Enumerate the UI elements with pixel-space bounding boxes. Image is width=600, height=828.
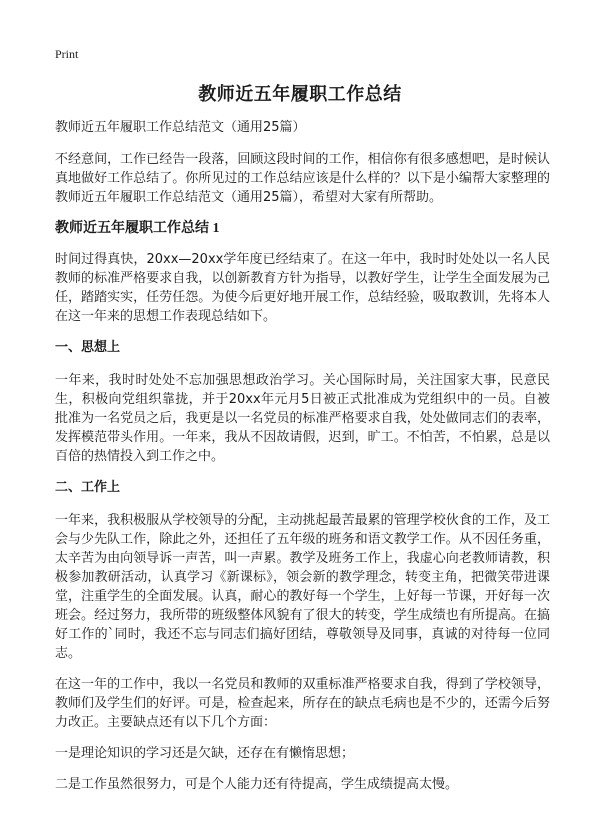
section-heading-ideology: 一、思想上	[55, 340, 121, 355]
section-body-work: 一年来，我积极服从学校领导的分配，主动挑起最苦最累的管理学校伙食的工作，及工会与少先队工作，除此之外，还担任了五年级的班务和语文教学工作。从不因任务重，太辛苦为由向领导诉一声苦，叫一声累。教学及班务工作上，我虚心向老教师请教，积极参加教研活动，认真学习《新课标》，领会新的教学理念，转变主角，把微笑带进课堂，注重学生的全面发展。认真，耐心的教好每一个学生，上好每一节课，开好每一次班会。经过努力，我所带的班级整体风貌有了很大的转变，学生成绩也有所提高。在搞好工作的`同时，我还不忘与同志们搞好团结，尊敬领导及同事，真诚的对待每一位同志。	[55, 513, 550, 661]
shortcoming-item: 二是工作虽然很努力，可是个人能力还有待提高，学生成绩提高太慢。	[55, 777, 459, 792]
intro-paragraph: 不经意间，工作已经告一段落，回顾这段时间的工作，相信你有很多感想吧，是时候认真地做好工作总结了。你所见过的工作总结应该是什么样的？以下是小编帮大家整理的教师近五年履职工作总结范文（通用25篇），希望对大家有所帮助。	[55, 152, 550, 205]
print-link[interactable]: Print	[55, 47, 79, 61]
section-heading-work: 二、工作上	[55, 480, 121, 495]
document-subtitle: 教师近五年履职工作总结范文（通用25篇）	[55, 120, 306, 135]
document-body	[55, 118, 550, 806]
article-heading: 教师近五年履职工作总结 1	[55, 221, 220, 236]
shortcoming-item: 一是理论知识的学习还是欠缺，还存在有懒惰思想；	[55, 746, 355, 761]
document-title: 教师近五年履职工作总结	[198, 84, 402, 105]
section-body-ideology: 一年来，我时时处处不忘加强思想政治学习。关心国际时局，关注国家大事，民意民生，积极向党组织靠拢，并于20xx年元月5日被正式批准成为党组织中的一员。自被批准为一名党员之后，我更是以一名党员的标准严格要求自我，处处做同志们的表率，发挥模范带头作用。一年来，我从不因故请假，迟到，旷工。不怕苦，不怕累，总是以百倍的热情投入到工作之中。	[55, 373, 550, 464]
article-intro-paragraph: 时间过得真快，20xx—20xx学年度已经结束了。在这一年中，我时时处处以一名人民教师的标准严格要求自我，以创新教育方针为指导，以教好学生，让学生全面发展为己任，踏踏实实，任劳任怨。为使今后更好地开展工作，总结经验，吸取教训，先将本人在这一年来的思想工作表现总结如下。	[55, 252, 550, 324]
closing-paragraph: 在这一年的工作中，我以一名党员和教师的双重标准严格要求自我，得到了学校领导，教师们及学生们的好评。可是，检查起来，所存在的缺点毛病也是不少的，还需今后努力改正。主要缺点还有以下几个方面：	[55, 677, 550, 730]
